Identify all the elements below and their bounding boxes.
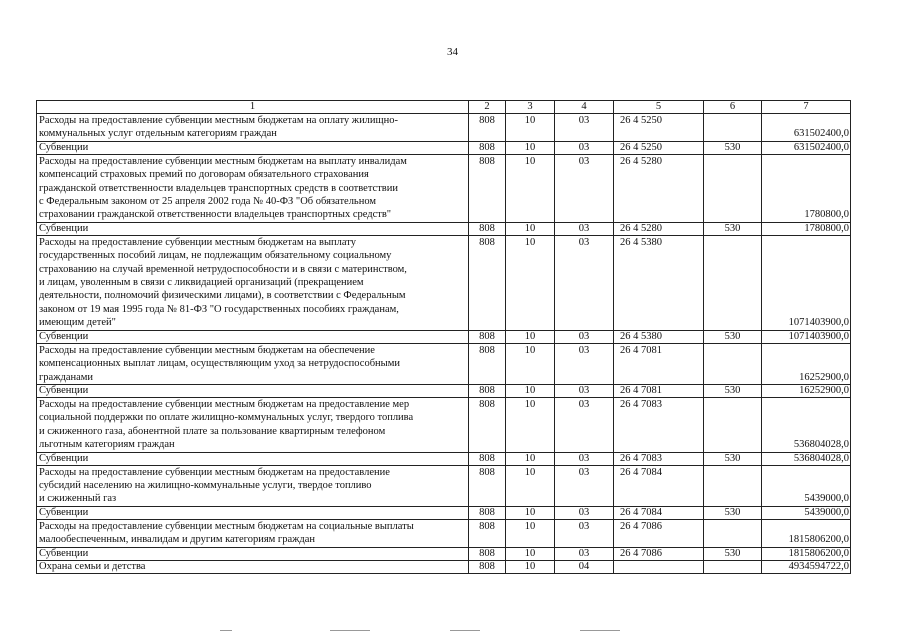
table-row [37, 330, 851, 343]
row-description [37, 154, 469, 222]
row-description [37, 519, 469, 547]
subsection-code: 03 [555, 343, 614, 384]
ministry-code: 808 [469, 384, 506, 397]
table-row [37, 141, 851, 154]
section-code: 10 [506, 114, 555, 142]
row-description [37, 343, 469, 384]
description-line: Расходы на предоставление субвенции местным бюджетам на выплату инвалидам [39, 155, 407, 167]
section-code: 10 [506, 397, 555, 452]
expense-type-code [704, 235, 762, 330]
description-line: государственных пособий лицам, не подлежащим обязательному социальному [39, 250, 392, 262]
table-row [37, 222, 851, 235]
ministry-code: 808 [469, 465, 506, 506]
amount: 16252900,0 [762, 384, 851, 397]
subsection-code: 03 [555, 114, 614, 142]
subsection-code: 03 [555, 452, 614, 465]
description-line: компенсаций страховых премий по договорам обязательного страхования [39, 169, 369, 181]
expense-type-code: 530 [704, 384, 762, 397]
row-description [37, 330, 469, 343]
amount: 1780800,0 [762, 154, 851, 222]
expense-type-code: 530 [704, 330, 762, 343]
description-line: деятельности, полномочий физическими лицами), в соответствии с Федеральным [39, 290, 406, 302]
subsection-code: 03 [555, 397, 614, 452]
section-code: 10 [506, 519, 555, 547]
row-description [37, 222, 469, 235]
row-description [37, 384, 469, 397]
section-code: 10 [506, 560, 555, 573]
header-cell: 3 [506, 101, 555, 114]
expense-type-code: 530 [704, 222, 762, 235]
section-code: 10 [506, 141, 555, 154]
table-row [37, 506, 851, 519]
description-line: Субвенции [39, 452, 89, 464]
row-description [37, 465, 469, 506]
description-line: и сжиженного газа, абонентной плате за пользование квартирным телефоном [39, 425, 386, 437]
header-cell: 7 [762, 101, 851, 114]
description-line: Расходы на предоставление субвенции местным бюджетам на оплату жилищно- [39, 115, 398, 126]
section-code: 10 [506, 465, 555, 506]
row-description [37, 452, 469, 465]
description-line: Расходы на предоставление субвенции местным бюджетам на выплату [39, 236, 356, 248]
ministry-code: 808 [469, 330, 506, 343]
section-code: 10 [506, 222, 555, 235]
subsection-code: 03 [555, 154, 614, 222]
target-article-code: 26 4 5280 [614, 154, 704, 222]
expense-type-code [704, 560, 762, 573]
amount: 4934594722,0 [762, 560, 851, 573]
amount: 16252900,0 [762, 343, 851, 384]
subsection-code: 03 [555, 465, 614, 506]
row-description [37, 547, 469, 560]
description-line: Расходы на предоставление субвенции местным бюджетам на обеспечение [39, 344, 375, 356]
table-row [37, 547, 851, 560]
ministry-code: 808 [469, 235, 506, 330]
ministry-code: 808 [469, 560, 506, 573]
description-line: малообеспеченным, инвалидам и другим категориям граждан [39, 534, 316, 546]
description-line: страхованию на случай временной нетрудоспособности и в связи с материнством, [39, 263, 407, 275]
amount: 1780800,0 [762, 222, 851, 235]
page-number: 34 [447, 46, 458, 58]
target-article-code: 26 4 5380 [614, 330, 704, 343]
expense-type-code [704, 343, 762, 384]
description-line: Расходы на предоставление субвенции местным бюджетам на предоставление мер [39, 398, 410, 410]
amount: 1815806200,0 [762, 519, 851, 547]
section-code: 10 [506, 343, 555, 384]
table-header-row [37, 101, 851, 114]
ministry-code: 808 [469, 519, 506, 547]
section-code: 10 [506, 506, 555, 519]
row-description [37, 235, 469, 330]
subsection-code: 03 [555, 384, 614, 397]
header-cell: 5 [614, 101, 704, 114]
row-description [37, 114, 469, 142]
target-article-code: 26 4 7081 [614, 343, 704, 384]
ministry-code: 808 [469, 141, 506, 154]
ministry-code: 808 [469, 343, 506, 384]
ministry-code: 808 [469, 397, 506, 452]
description-line: Охрана семьи и детства [39, 560, 146, 572]
subsection-code: 03 [555, 506, 614, 519]
table-row [37, 519, 851, 547]
subsection-code: 03 [555, 235, 614, 330]
description-line: имеющим детей" [39, 317, 116, 329]
description-line: законом от 19 мая 1995 года № 81-ФЗ "О государственных пособиях гражданам, [39, 303, 399, 315]
description-line: компенсационных выплат лицам, осуществляющим уход за нетрудоспособными [39, 358, 400, 370]
section-code: 10 [506, 547, 555, 560]
description-line: гражданами [39, 371, 94, 383]
section-code: 10 [506, 330, 555, 343]
expense-type-code: 530 [704, 547, 762, 560]
table-row [37, 154, 851, 222]
description-line: и сжиженный газ [39, 493, 117, 505]
target-article-code: 26 4 7086 [614, 547, 704, 560]
subsection-code: 04 [555, 560, 614, 573]
description-line: Субвенции [39, 506, 89, 518]
description-line: страховании гражданской ответственности владельцев транспортных средств" [39, 209, 392, 221]
target-article-code [614, 560, 704, 573]
description-line: Расходы на предоставление субвенции местным бюджетам на социальные выплаты [39, 520, 414, 532]
table-row [37, 560, 851, 573]
description-line: Субвенции [39, 330, 89, 342]
row-description [37, 560, 469, 573]
subsection-code: 03 [555, 141, 614, 154]
ministry-code: 808 [469, 114, 506, 142]
target-article-code: 26 4 7086 [614, 519, 704, 547]
target-article-code: 26 4 7081 [614, 384, 704, 397]
target-article-code: 26 4 5250 [614, 114, 704, 142]
description-line: социальной поддержки по оплате жилищно-коммунальных услуг, твердого топлива [39, 412, 414, 424]
description-line: Субвенции [39, 222, 89, 234]
expense-type-code [704, 397, 762, 452]
header-cell: 1 [37, 101, 469, 114]
amount: 536804028,0 [762, 452, 851, 465]
table-row [37, 235, 851, 330]
subsection-code: 03 [555, 547, 614, 560]
expense-type-code [704, 114, 762, 142]
scan-artifacts [220, 628, 640, 634]
target-article-code: 26 4 7083 [614, 397, 704, 452]
description-line: Расходы на предоставление субвенции местным бюджетам на предоставление [39, 466, 390, 478]
section-code: 10 [506, 452, 555, 465]
ministry-code: 808 [469, 154, 506, 222]
expense-type-code: 530 [704, 506, 762, 519]
table-row [37, 452, 851, 465]
table-row [37, 384, 851, 397]
table-row [37, 397, 851, 452]
header-cell: 4 [555, 101, 614, 114]
amount: 631502400,0 [762, 141, 851, 154]
expense-type-code [704, 154, 762, 222]
section-code: 10 [506, 235, 555, 330]
expense-type-code [704, 519, 762, 547]
description-line: Субвенции [39, 547, 89, 559]
ministry-code: 808 [469, 452, 506, 465]
target-article-code: 26 4 7084 [614, 506, 704, 519]
budget-table [36, 100, 851, 574]
description-line: и лицам, уволенным в связи с ликвидацией организаций (прекращением [39, 277, 364, 289]
table-row [37, 465, 851, 506]
subsection-code: 03 [555, 519, 614, 547]
row-description [37, 506, 469, 519]
expense-type-code [704, 465, 762, 506]
section-code: 10 [506, 154, 555, 222]
row-description [37, 397, 469, 452]
target-article-code: 26 4 5250 [614, 141, 704, 154]
row-description [37, 141, 469, 154]
description-line: гражданской ответственности владельцев транспортных средств в соответствии [39, 182, 398, 194]
header-cell: 6 [704, 101, 762, 114]
description-line: Субвенции [39, 384, 89, 396]
table-row [37, 114, 851, 142]
description-line: коммунальных услуг отдельным категориям граждан [39, 128, 277, 140]
target-article-code: 26 4 5280 [614, 222, 704, 235]
description-line: с Федеральным законом от 25 апреля 2002 года № 40-ФЗ "Об обязательном [39, 196, 377, 208]
description-line: субсидий населению на жилищно-коммунальные услуги, твердое топливо [39, 479, 372, 491]
ministry-code: 808 [469, 506, 506, 519]
header-cell: 2 [469, 101, 506, 114]
amount: 1071403900,0 [762, 235, 851, 330]
expense-type-code: 530 [704, 141, 762, 154]
amount: 5439000,0 [762, 506, 851, 519]
amount: 1815806200,0 [762, 547, 851, 560]
description-line: Субвенции [39, 141, 89, 153]
ministry-code: 808 [469, 547, 506, 560]
amount: 5439000,0 [762, 465, 851, 506]
target-article-code: 26 4 7084 [614, 465, 704, 506]
amount: 536804028,0 [762, 397, 851, 452]
table-row [37, 343, 851, 384]
subsection-code: 03 [555, 222, 614, 235]
target-article-code: 26 4 5380 [614, 235, 704, 330]
description-line: льготным категориям граждан [39, 439, 175, 451]
amount: 1071403900,0 [762, 330, 851, 343]
ministry-code: 808 [469, 222, 506, 235]
amount: 631502400,0 [762, 114, 851, 142]
section-code: 10 [506, 384, 555, 397]
subsection-code: 03 [555, 330, 614, 343]
expense-type-code: 530 [704, 452, 762, 465]
target-article-code: 26 4 7083 [614, 452, 704, 465]
